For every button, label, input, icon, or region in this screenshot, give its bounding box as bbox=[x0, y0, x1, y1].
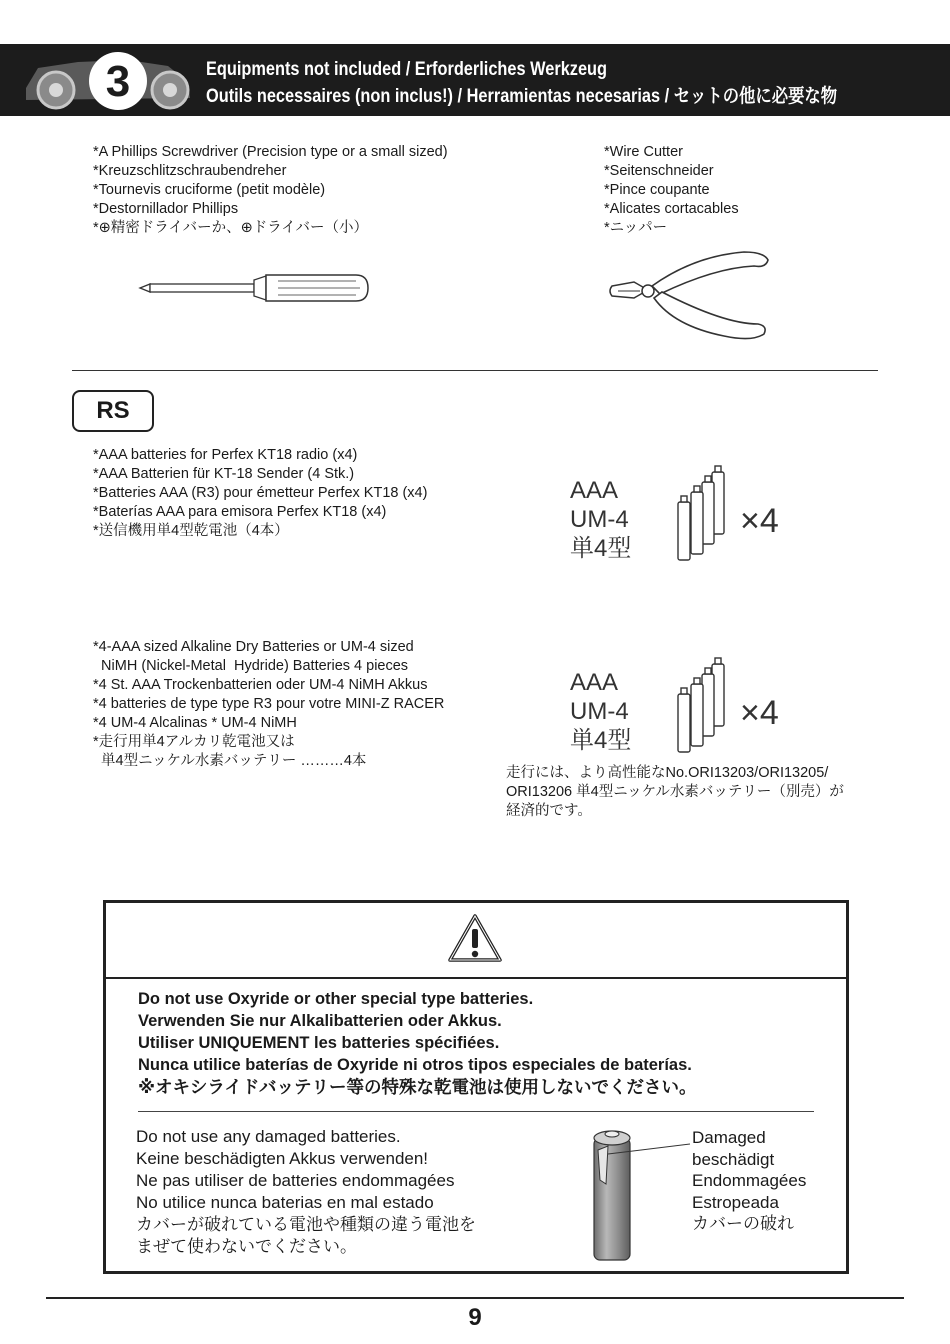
list-item: *Destornillador Phillips bbox=[93, 201, 239, 217]
list-item: *AAA batteries for Perfex KT18 radio (x4) bbox=[93, 447, 358, 463]
step-number: 3 bbox=[105, 57, 131, 106]
list-item: *ニッパー bbox=[604, 220, 668, 236]
warning-triangle-icon bbox=[447, 912, 503, 964]
list-item: *A Phillips Screwdriver (Precision type or a small sized) bbox=[93, 144, 448, 160]
page-number: 9 bbox=[468, 1304, 482, 1331]
battery-type-label: AAA UM-4 単4型 bbox=[570, 669, 632, 754]
list-item: *AAA Batterien für KT-18 Sender (4 Stk.) bbox=[93, 466, 355, 482]
list-item: *Pince coupante bbox=[604, 182, 710, 198]
header-title-line1: Equipments not included / Erforderliches Werkzeug bbox=[206, 59, 608, 80]
list-item: *走行用単4アルカリ乾電池又は bbox=[93, 734, 295, 750]
wire-cutter-text bbox=[604, 143, 739, 238]
header-title-line2: Outils necessaires (non inclus!) / Herramientas necesarias / セットの他に必要な物 bbox=[206, 86, 838, 107]
warning-inner-separator bbox=[138, 1111, 814, 1112]
wire-cutter-icon bbox=[604, 246, 772, 346]
footer-rule bbox=[46, 1297, 904, 1299]
screwdriver-text bbox=[93, 143, 448, 238]
list-item: *Batteries AAA (R3) pour émetteur Perfex KT18 (x4) bbox=[93, 485, 428, 501]
car-batteries-text bbox=[93, 638, 444, 771]
list-item: NiMH (Nickel-Metal Hydride) Batteries 4 pieces bbox=[93, 658, 409, 674]
list-item: *Wire Cutter bbox=[604, 144, 683, 160]
damaged-labels: Damaged beschädigt Endommagées Estropeada カバーの破れ bbox=[692, 1128, 807, 1233]
screwdriver-icon bbox=[138, 270, 370, 306]
warning-text: Do not use Oxyride or other special type batteries. Verwenden Sie nur Alkalibatterien oder Akkus. Utiliser UNIQUEMENT les batteries spécifiées. Nunca utilice baterías de Oxyride ni otros tipos especiales de baterías. ※オキシライドバッテリー等の特殊な乾電池は使用しないでください。 bbox=[138, 990, 697, 1097]
battery-stack-icon bbox=[672, 654, 732, 756]
list-item: *4 UM-4 Alcalinas * UM-4 NiMH bbox=[93, 715, 297, 731]
step-badge-car-illustration bbox=[18, 48, 198, 114]
radio-batteries-text bbox=[93, 446, 427, 541]
battery-type-label: AAA UM-4 単4型 bbox=[570, 477, 632, 562]
list-item: *Tournevis cruciforme (petit modèle) bbox=[93, 182, 326, 198]
list-item: *4 St. AAA Trockenbatterien oder UM-4 NiMH Akkus bbox=[93, 677, 428, 693]
rs-badge: RS bbox=[72, 390, 154, 432]
warning-separator bbox=[106, 977, 846, 979]
list-item: *⊕精密ドライバーか、⊕ドライバー（小） bbox=[93, 220, 368, 236]
battery-stack-icon bbox=[672, 462, 732, 564]
list-item: *Baterías AAA para emisora Perfex KT18 (x4) bbox=[93, 504, 387, 520]
quantity-multiplier: ×4 bbox=[740, 502, 779, 540]
battery-note: 走行には、より高性能なNo.ORI13203/ORI13205/ ORI13206 単4型ニッケル水素バッテリー（別売）が 経済的です。 bbox=[506, 765, 844, 819]
list-item: *Alicates cortacables bbox=[604, 201, 739, 217]
list-item: *Kreuzschlitzschraubendreher bbox=[93, 163, 287, 179]
header-titles bbox=[206, 56, 940, 110]
quantity-multiplier: ×4 bbox=[740, 694, 779, 732]
list-item: *送信機用単4型乾電池（4本） bbox=[93, 523, 289, 539]
section-divider bbox=[72, 370, 878, 371]
list-item: *4-AAA sized Alkaline Dry Batteries or UM-4 sized bbox=[93, 639, 414, 655]
list-item: *4 batteries de type type R3 pour votre MINI-Z RACER bbox=[93, 696, 445, 712]
list-item: 単4型ニッケル水素バッテリー ………4本 bbox=[93, 753, 367, 769]
damaged-battery-icon bbox=[588, 1124, 698, 1264]
list-item: *Seitenschneider bbox=[604, 163, 714, 179]
damaged-battery-text: Do not use any damaged batteries. Keine beschädigten Akkus verwenden! Ne pas utiliser de batteries endommagées No utilice nunca baterias en mal estado カバーが破れている電池や種類の違う電池を まぜて使わないでください。 bbox=[136, 1127, 476, 1256]
